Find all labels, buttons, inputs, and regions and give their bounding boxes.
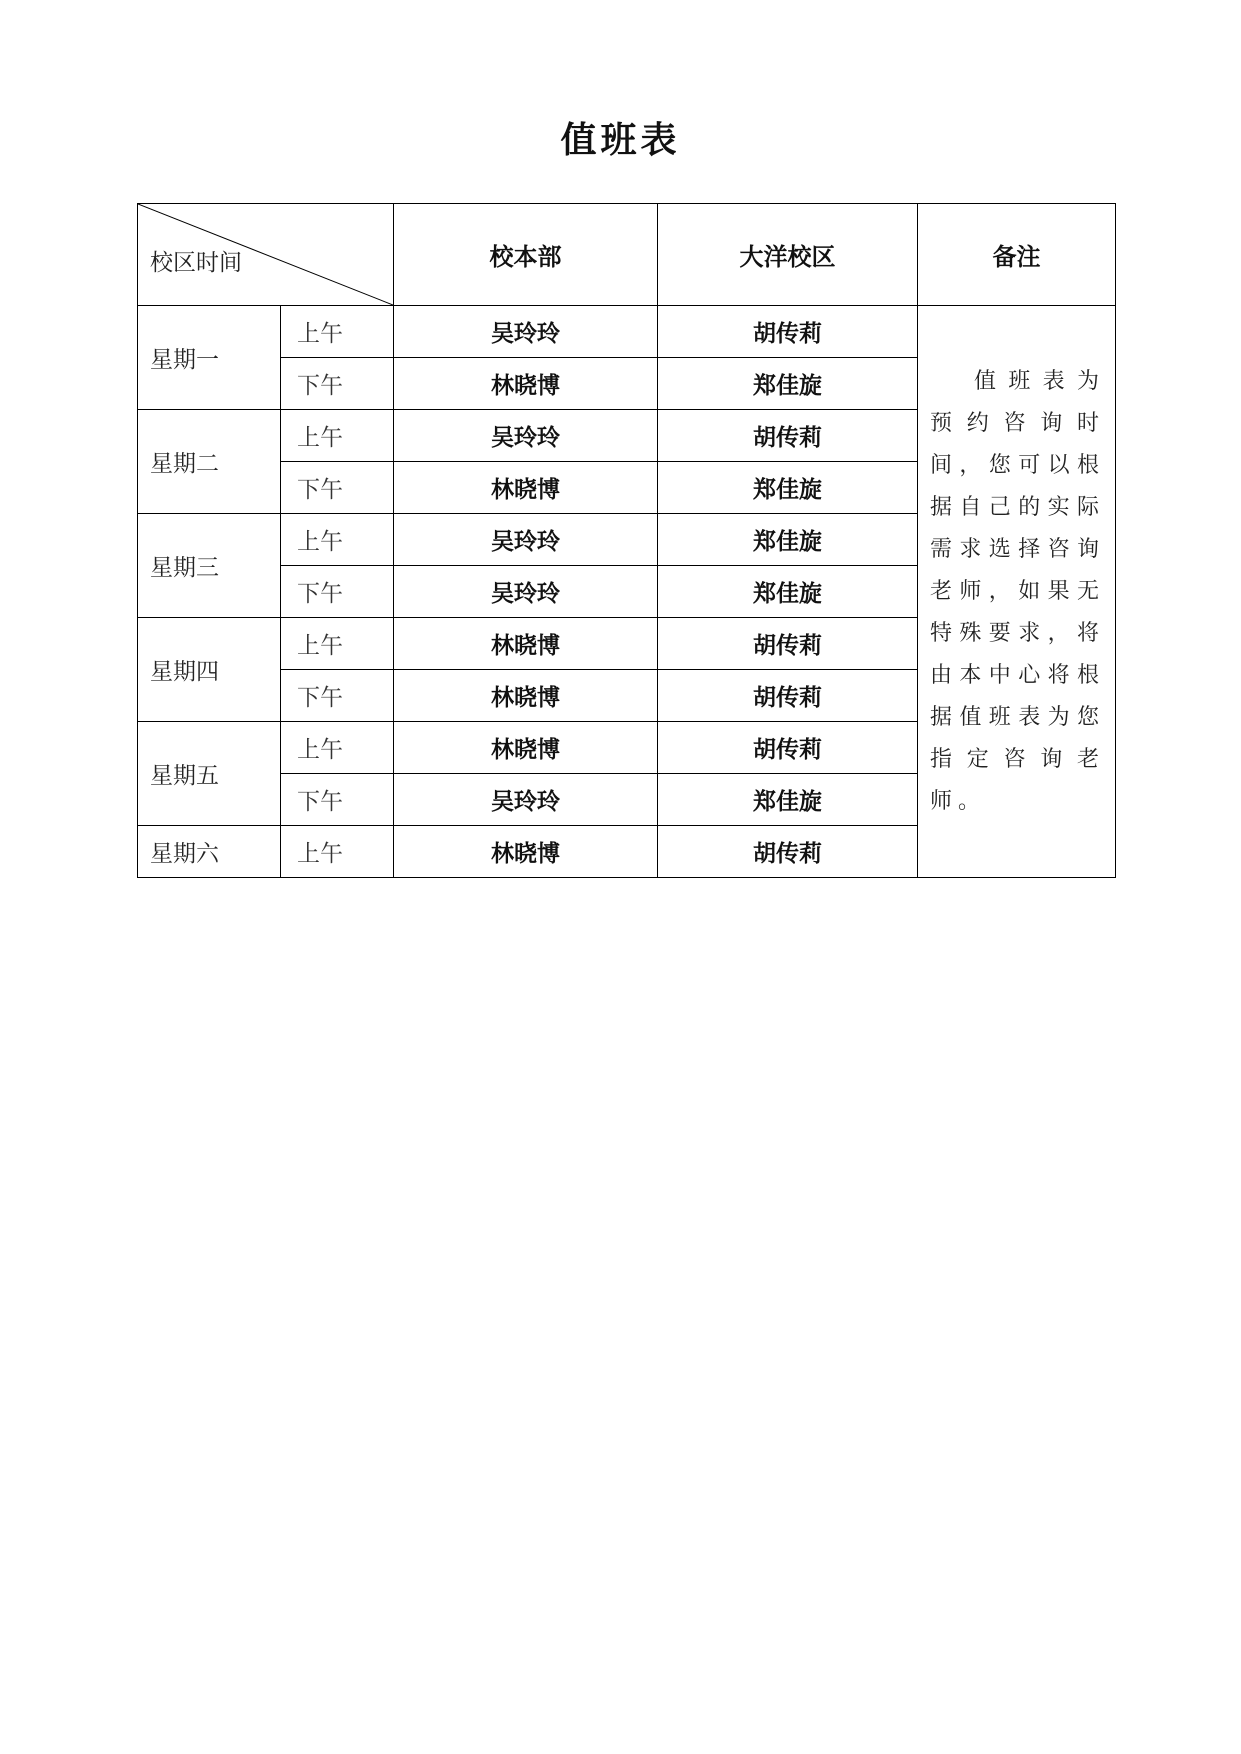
dayang-campus-staff-cell: 郑佳旋 xyxy=(658,514,918,566)
dayang-campus-staff-cell: 胡传莉 xyxy=(658,306,918,358)
column-header-dayang-campus: 大洋校区 xyxy=(658,204,918,306)
time-slot-cell: 上午 xyxy=(281,306,394,358)
duty-table xyxy=(137,203,1116,878)
corner-header-cell xyxy=(138,204,394,306)
day-cell: 星期五 xyxy=(138,722,281,826)
dayang-campus-staff-cell: 郑佳旋 xyxy=(658,358,918,410)
page-title: 值班表 xyxy=(560,119,681,161)
notes-cell: 值班表为预约咨询时间，您可以根据自己的实际需求选择咨询老师，如果无特殊要求，将由本中心将根据值班表为您指定咨询老师。 xyxy=(918,306,1116,878)
dayang-campus-staff-cell: 郑佳旋 xyxy=(658,462,918,514)
time-slot-cell: 下午 xyxy=(281,774,394,826)
dayang-campus-staff-cell: 胡传莉 xyxy=(658,410,918,462)
column-header-notes: 备注 xyxy=(918,204,1116,306)
day-cell: 星期六 xyxy=(138,826,281,878)
dayang-campus-staff-cell: 胡传莉 xyxy=(658,670,918,722)
time-slot-cell: 下午 xyxy=(281,462,394,514)
time-slot-cell: 下午 xyxy=(281,566,394,618)
main-campus-staff-cell: 吴玲玲 xyxy=(394,514,658,566)
time-slot-cell: 上午 xyxy=(281,722,394,774)
dayang-campus-staff-cell: 胡传莉 xyxy=(658,826,918,878)
time-slot-cell: 上午 xyxy=(281,514,394,566)
dayang-campus-staff-cell: 郑佳旋 xyxy=(658,774,918,826)
column-header-main-campus: 校本部 xyxy=(394,204,658,306)
time-slot-cell: 上午 xyxy=(281,826,394,878)
main-campus-staff-cell: 林晓博 xyxy=(394,670,658,722)
table-row xyxy=(138,306,1116,358)
dayang-campus-staff-cell: 郑佳旋 xyxy=(658,566,918,618)
corner-label: 校区时间 xyxy=(150,250,242,276)
main-campus-staff-cell: 林晓博 xyxy=(394,462,658,514)
main-campus-staff-cell: 吴玲玲 xyxy=(394,774,658,826)
time-slot-cell: 下午 xyxy=(281,358,394,410)
day-cell: 星期四 xyxy=(138,618,281,722)
header-row xyxy=(138,204,1116,306)
dayang-campus-staff-cell: 胡传莉 xyxy=(658,618,918,670)
day-cell: 星期三 xyxy=(138,514,281,618)
time-slot-cell: 上午 xyxy=(281,618,394,670)
dayang-campus-staff-cell: 胡传莉 xyxy=(658,722,918,774)
main-campus-staff-cell: 吴玲玲 xyxy=(394,306,658,358)
day-cell: 星期一 xyxy=(138,306,281,410)
main-campus-staff-cell: 林晓博 xyxy=(394,358,658,410)
time-slot-cell: 下午 xyxy=(281,670,394,722)
main-campus-staff-cell: 吴玲玲 xyxy=(394,566,658,618)
main-campus-staff-cell: 林晓博 xyxy=(394,826,658,878)
main-campus-staff-cell: 林晓博 xyxy=(394,618,658,670)
main-campus-staff-cell: 林晓博 xyxy=(394,722,658,774)
time-slot-cell: 上午 xyxy=(281,410,394,462)
main-campus-staff-cell: 吴玲玲 xyxy=(394,410,658,462)
day-cell: 星期二 xyxy=(138,410,281,514)
